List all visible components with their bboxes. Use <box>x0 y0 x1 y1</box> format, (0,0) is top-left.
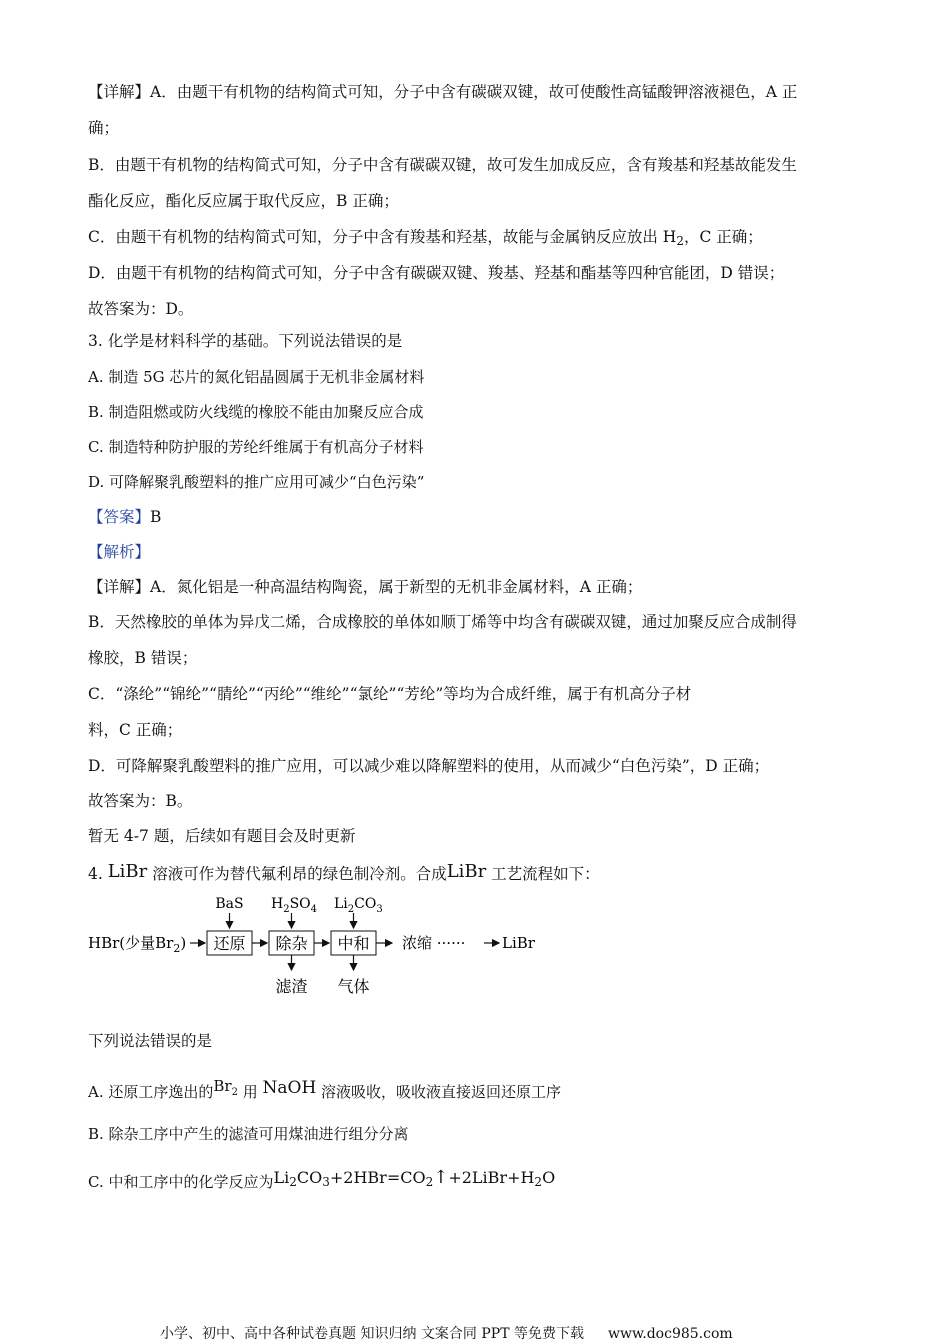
answer-tag: 【答案】 <box>88 508 151 526</box>
detail-line-1: 【详解】A．由题干有机物的结构简式可知，分子中含有碳碳双键，故可使酸性高锰酸钾溶液褪色，A 正 <box>88 83 798 101</box>
q4-stem: 4. LiBr 溶液可作为替代氟利昂的绿色制冷剂。合成LiBr 工艺流程如下： <box>88 861 600 883</box>
q3-answer: 【答案】B <box>88 508 162 526</box>
detail-line-3: C．由题干有机物的结构简式可知，分子中含有羧基和羟基，故能与金属钠反应放出 H2，C 正确； <box>88 228 763 248</box>
q3-detail-5: 料，C 正确； <box>88 721 183 739</box>
q3-stem: 3. 化学是材料科学的基础。下列说法错误的是 <box>88 332 403 350</box>
q3-option-c: C. 制造特种防护服的芳纶纤维属于有机高分子材料 <box>88 438 424 456</box>
q4-option-a: A. 还原工序逸出的Br$^2$ 用 NaOH 溶液吸收，吸收液直接返回还原工序 <box>88 1077 562 1101</box>
process-flow-diagram <box>86 890 556 1005</box>
footer-url[interactable]: www.doc985.com <box>607 1326 733 1342</box>
svg-text:还原: 还原 <box>213 934 246 953</box>
detail-line-2b: 酯化反应，酯化反应属于取代反应，B 正确； <box>88 192 399 210</box>
detail-line-5: 故答案为：D。 <box>88 300 194 318</box>
detail-tag: 【详解】 <box>88 83 151 101</box>
page-footer <box>160 1323 733 1343</box>
flow-input-bas: BaS <box>215 896 244 912</box>
flow-output-gas: 气体 <box>337 977 370 996</box>
detail-line-2: B．由题干有机物的结构简式可知，分子中含有碳碳双键，故可发生加成反应，含有羧基和羟基故能发生 <box>88 156 797 174</box>
q3-detail-4: C．“涤纶”“锦纶”“腈纶”“丙纶”“维纶”“氯纶”“芳纶”等均为合成纤维，属于有机高分子材 <box>88 685 692 703</box>
svg-text:中和: 中和 <box>337 934 370 953</box>
flow-tail-label: 浓缩 ······ <box>402 934 466 952</box>
q3-analysis-tag: 【解析】 <box>88 543 151 561</box>
q3-note: 暂无 4-7 题，后续如有题目会及时更新 <box>88 827 356 845</box>
flow-input-h2so4: $H_2SO_4$ <box>271 896 318 915</box>
flow-output-residue: 滤渣 <box>275 977 308 996</box>
flow-product-label: LiBr <box>502 934 535 952</box>
q3-detail-3: 橡胶，B 错误； <box>88 649 198 667</box>
svg-text:除杂: 除杂 <box>275 934 308 953</box>
footer-text: 小学、初中、高中各种试卷真题 知识归纳 文案合同 PPT 等免费下载 <box>160 1326 584 1342</box>
q4-stem2: 下列说法错误的是 <box>88 1032 213 1050</box>
detail-line-1b: 确； <box>88 119 120 137</box>
detail-line-4: D．由题干有机物的结构简式可知，分子中含有碳碳双键、羧基、羟基和酯基等四种官能团，D 错误； <box>88 264 785 282</box>
flow-start-label: HBr(少量$Br_2$) <box>88 934 187 955</box>
q3-option-d: D. 可降解聚乳酸塑料的推广应用可减少“白色污染” <box>88 473 425 491</box>
q3-option-b: B. 制造阻燃或防火线缆的橡胶不能由加聚反应合成 <box>88 403 424 421</box>
q4-option-c: C. 中和工序中的化学反应为Li2CO3+2HBr=CO2↑+2LiBr+H2O <box>88 1167 556 1191</box>
flow-input-li2co3: $Li_2CO_3$ <box>334 896 383 915</box>
q3-detail-7: 故答案为：B。 <box>88 792 193 810</box>
q3-detail-6: D．可降解聚乳酸塑料的推广应用，可以减少难以降解塑料的使用，从而减少“白色污染”，D 正确； <box>88 757 770 775</box>
q3-option-a: A. 制造 5G 芯片的氮化铝晶圆属于无机非金属材料 <box>88 368 425 386</box>
q3-detail-1: 【详解】A．氮化铝是一种高温结构陶瓷，属于新型的无机非金属材料，A 正确； <box>88 578 643 596</box>
q3-detail-2: B．天然橡胶的单体为异戊二烯，合成橡胶的单体如顺丁烯等中均含有碳碳双键，通过加聚反应合成制得 <box>88 613 797 631</box>
q4-option-b: B. 除杂工序中产生的滤渣可用煤油进行组分分离 <box>88 1125 409 1143</box>
